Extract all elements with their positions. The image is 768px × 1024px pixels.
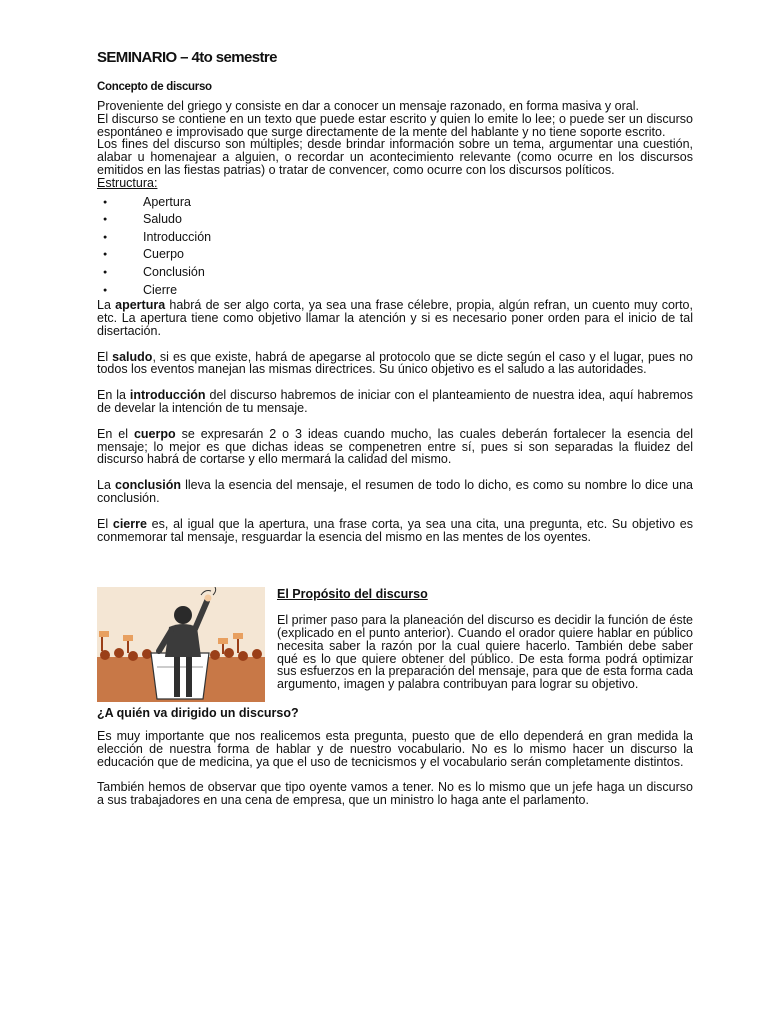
- intro-paragraph-2: El discurso se contiene en un texto que puede estar escrito y quien lo emite lo lee; o puede ser un discurso espontáneo e improvisado que surge directamente de la mente del hablante y no tiene soporte escrito.: [97, 111, 693, 139]
- list-item: ● Apertura: [97, 194, 693, 212]
- cierre-paragraph: El cierre es, al igual que la apertura, una frase corta, ya sea una cita, una pregunta, etc. Su objetivo es conmemorar tal mensaje, resguardar la esencia del mismo en las mentes de los oyentes.: [97, 516, 694, 544]
- apertura-paragraph: La apertura habrá de ser algo corta, ya sea una frase célebre, propia, algún refran, un cuento muy corto, etc. La apertura tiene como objetivo llamar la atención y si es necesario poner orden para el inicio de tal disertación.: [97, 298, 693, 338]
- page-title: SEMINARIO – 4to semestre: [97, 49, 277, 66]
- list-item: ● Cuerpo: [97, 246, 693, 264]
- purpose-section: [97, 587, 693, 691]
- term-introduccion: introducción: [129, 388, 206, 403]
- purpose-paragraph: El primer paso para la planeación del discurso es decidir la función de éste (explicado en el punto anterior). Cuando el orador quiere hablar en público necesita saber la razón por la cual quiere hacerlo. También debe saber qué es lo que quiere obtener del público. De esta forma podrá optimizar sus esfuerzos en la preparación del mensaje, para que de esta forma cada argumento, imagen y palabra contribuyan para lograr su objetivo.: [277, 613, 693, 692]
- concept-heading: Concepto de discurso: [97, 81, 212, 93]
- cuerpo-paragraph: En el cuerpo se expresarán 2 o 3 ideas cuando mucho, las cuales deberán fortalecer la esencia del mensaje; lo mejor es que dichas ideas se compenetren entre sí, pues si son separadas la fluidez del discurso habrá de cortarse y ello mermará la calidad del mismo.: [97, 426, 693, 467]
- intro-paragraph-1: Proveniente del griego y consiste en dar a conocer un mensaje razonado, en forma masiva y oral.: [97, 99, 639, 113]
- purpose-heading: El Propósito del discurso: [277, 587, 428, 602]
- list-item: ● Cierre: [97, 282, 693, 300]
- introduccion-paragraph: En la introducción del discurso habremos de iniciar con el planteamiento de nuestra idea, aquí habremos de develar la intención de tu mensaje.: [97, 388, 693, 415]
- list-item: ● Introducción: [97, 229, 693, 247]
- orator-at-podium-illustration: [97, 587, 265, 702]
- term-apertura: apertura: [115, 298, 166, 313]
- term-conclusion: conclusión: [115, 478, 181, 493]
- conclusion-paragraph: La conclusión lleva la esencia del mensaje, el resumen de todo lo dicho, es como su nombre lo dice una conclusión.: [97, 478, 693, 505]
- audience-heading: ¿A quién va dirigido un discurso?: [97, 706, 299, 721]
- term-cierre: cierre: [112, 516, 147, 531]
- structure-label: Estructura:: [97, 175, 158, 190]
- term-cuerpo: cuerpo: [133, 426, 176, 441]
- list-item: ● Saludo: [97, 211, 693, 229]
- structure-list: [97, 194, 693, 300]
- term-saludo: saludo: [112, 349, 153, 364]
- document-page: [97, 48, 693, 807]
- saludo-paragraph: El saludo, si es que existe, habrá de apegarse al protocolo que se dicte según el caso y el lugar, pues no todos los eventos manejan las mismas directrices. Su único objetivo es el saludo a las autoridades.: [97, 349, 693, 377]
- list-item: ● Conclusión: [97, 264, 693, 282]
- orator-illustration-icon: [97, 587, 265, 702]
- audience-paragraph-1: Es muy importante que nos realicemos esta pregunta, puesto que de ello dependerá en gran medida la elección de nuestra forma de hablar y de nuestro vocabulario. No es lo mismo hacer un discurso la educación que de medicina, ya que el uso de tecnicismos y el vocabulario serán completamente distintos.: [97, 729, 693, 769]
- intro-paragraph-3: Los fines del discurso son múltiples; desde brindar información sobre un tema, argumentar una cuestión, alabar u homenajear a alguien, o recordar un acontecimiento relevante (como ocurre en los discursos emitidos en las fiestas patrias) o tratar de convencer, como ocurre con los discursos políticos.: [97, 137, 693, 177]
- audience-paragraph-2: También hemos de observar que tipo oyente vamos a tener. No es lo mismo que un jefe haga un discurso a sus trabajadores en una cena de empresa, que un ministro lo haga ante el parlamento.: [97, 780, 693, 808]
